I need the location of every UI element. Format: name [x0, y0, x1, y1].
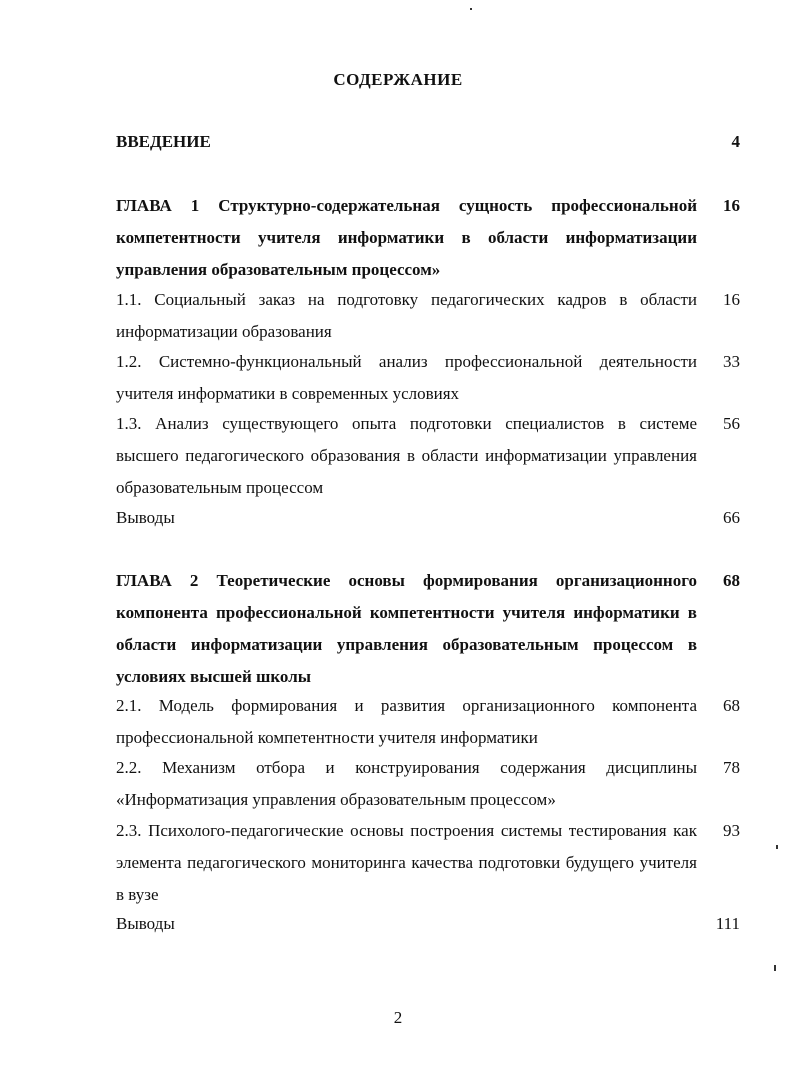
- toc-entry-label: 2.3. Психолого-педагогические основы построения системы тестирования как элемента педагогического мониторинга качества подготовки будущего учителя в вузе: [116, 821, 697, 904]
- scan-artifact: [776, 845, 778, 849]
- page-title: СОДЕРЖАНИЕ: [333, 70, 463, 89]
- page-number: 2: [393, 1008, 403, 1027]
- toc-entry-page: 78: [723, 758, 740, 777]
- toc-entry-label: 1.3. Анализ существующего опыта подготовки специалистов в системе высшего педагогического образования в области информатизации управления образовательным процессом: [116, 414, 697, 497]
- toc-entry-label: ГЛАВА 1 Структурно-содержательная сущность профессиональной компетентности учителя информатики в области информатизации управления образовательным процессом»: [116, 196, 697, 279]
- toc-entry-label: Выводы: [116, 914, 175, 933]
- toc-entry-page: 16: [723, 290, 740, 309]
- toc-entry-page: 93: [723, 821, 740, 840]
- toc-entry-label: 1.2. Системно-функциональный анализ профессиональной деятельности учителя информатики в современных условиях: [116, 352, 697, 403]
- toc-entry-label: 2.2. Механизм отбора и конструирования содержания дисциплины «Информатизация управления образовательным процессом»: [116, 758, 697, 809]
- toc-entry-page: 16: [723, 196, 740, 215]
- toc-entry-label: Выводы: [116, 508, 175, 527]
- toc-entry-page: 56: [723, 414, 740, 433]
- toc-entry-page: 66: [723, 508, 740, 527]
- toc-entry-page: 111: [715, 914, 740, 933]
- toc-entry-label: 1.1. Социальный заказ на подготовку педагогических кадров в области информатизации образования: [116, 290, 697, 341]
- scan-artifact: [470, 8, 472, 10]
- toc-entry-label: 2.1. Модель формирования и развития организационного компонента профессиональной компетентности учителя информатики: [116, 696, 697, 747]
- toc-entry-page: 33: [723, 352, 740, 371]
- scan-artifact: [774, 965, 776, 971]
- toc-entry-page: 68: [723, 696, 740, 715]
- toc-entry-label: ВВЕДЕНИЕ: [116, 132, 211, 151]
- toc-entry-page: 68: [723, 571, 740, 590]
- toc-entry-label: ГЛАВА 2 Теоретические основы формирования организационного компонента профессиональной компетентности учителя информатики в области информатизации управления образовательным процессом в условиях высшей школы: [116, 571, 697, 686]
- toc-entry-page: 4: [731, 132, 740, 151]
